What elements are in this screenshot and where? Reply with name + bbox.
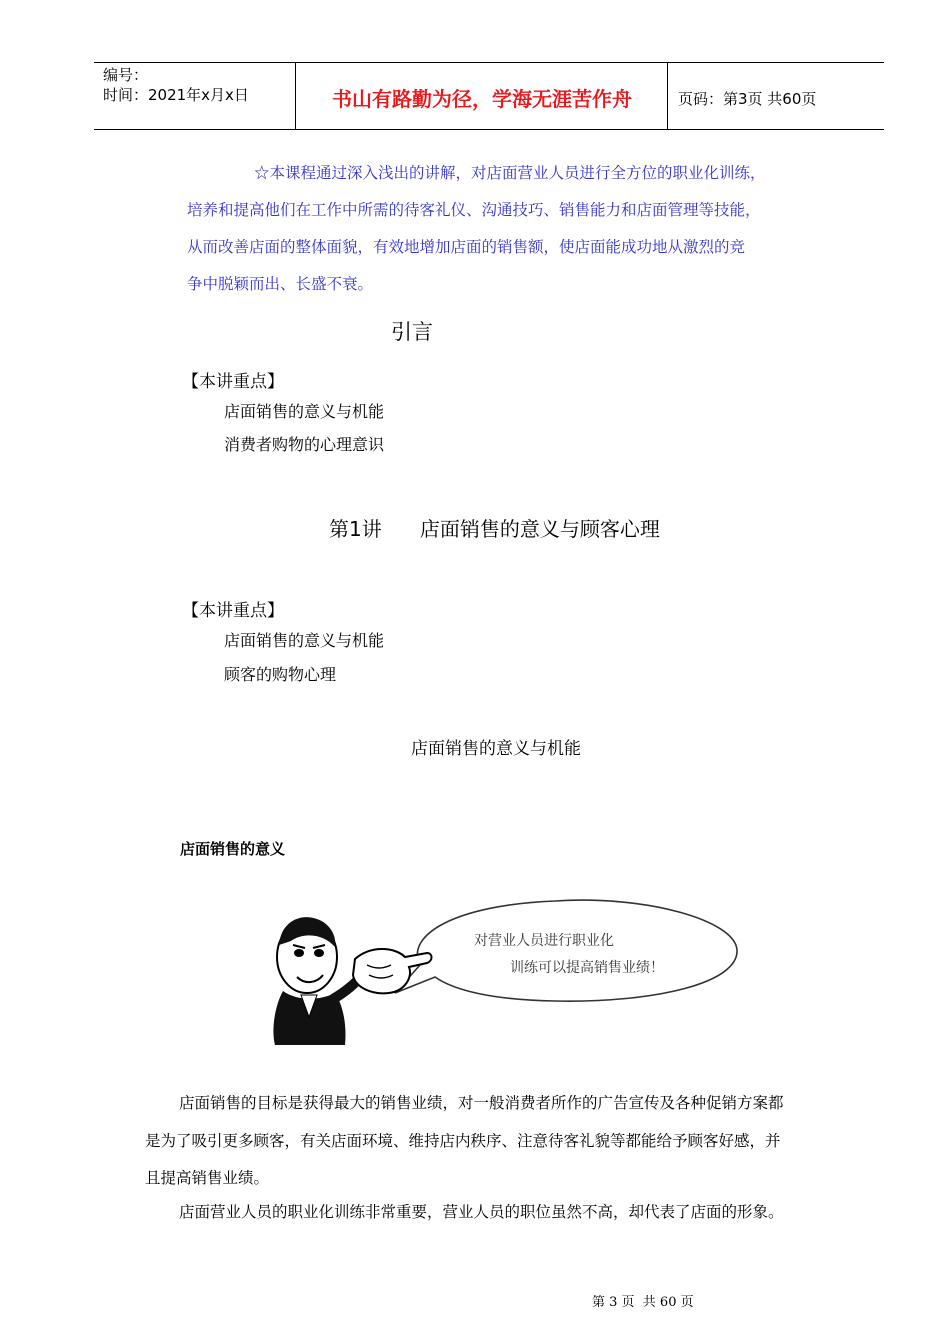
- section-title: 店面销售的意义与机能: [411, 739, 581, 759]
- bubble-text-line2: 训练可以提高销售业绩！: [510, 960, 664, 976]
- preface-title: 引言: [391, 320, 433, 344]
- body-line: 店面营业人员的职业化训练非常重要，营业人员的职位虽然不高，却代表了店面的形象。: [179, 1203, 784, 1221]
- header-page-label: 页码：第3页 共60页: [678, 90, 817, 108]
- header-top-rule: [94, 62, 884, 63]
- intro-line: 争中脱颖而出、长盛不衰。: [187, 275, 374, 293]
- lecture-focus-label: 【本讲重点】: [182, 601, 284, 621]
- section-subtitle: 店面销售的意义: [180, 840, 286, 858]
- header-motto: 书山有路勤为径，学海无涯苦作舟: [332, 87, 632, 111]
- cartoon-drawing: [255, 895, 745, 1055]
- intro-line: ☆本课程通过深入浅出的讲解，对店面营业人员进行全方位的职业化训练，: [254, 164, 766, 182]
- intro-line: 培养和提高他们在工作中所需的待客礼仪、沟通技巧、销售能力和店面管理等技能，: [187, 201, 761, 219]
- lecture-title: 第1讲 店面销售的意义与顾客心理: [329, 517, 660, 541]
- intro-line: 从而改善店面的整体面貌，有效地增加店面的销售额，使店面能成功地从激烈的竞: [187, 238, 746, 256]
- lecture-item: 顾客的购物心理: [224, 665, 337, 684]
- header-bottom-rule: [94, 129, 884, 130]
- lecture-item: 店面销售的意义与机能: [224, 631, 385, 650]
- body-line: 店面销售的目标是获得最大的销售业绩，对一般消费者所作的广告宣传及各种促销方案都: [179, 1094, 784, 1112]
- body-line: 是为了吸引更多顾客，有关店面环境、维持店内秩序、注意待客礼貌等都能给予顾客好感，并: [145, 1132, 781, 1150]
- preface-item: 店面销售的意义与机能: [224, 402, 385, 421]
- header-time-label: 时间：2021年x月x日: [103, 86, 249, 104]
- preface-focus-label: 【本讲重点】: [182, 372, 284, 392]
- footer-page-number: 第 3 页 共 60 页: [592, 1295, 694, 1310]
- preface-item: 消费者购物的心理意识: [224, 435, 385, 454]
- cartoon-illustration: [255, 895, 745, 1055]
- body-line: 且提高销售业绩。: [145, 1169, 270, 1187]
- bubble-text-line1: 对营业人员进行职业化: [474, 933, 614, 949]
- header-number-label: 编号：: [103, 66, 149, 84]
